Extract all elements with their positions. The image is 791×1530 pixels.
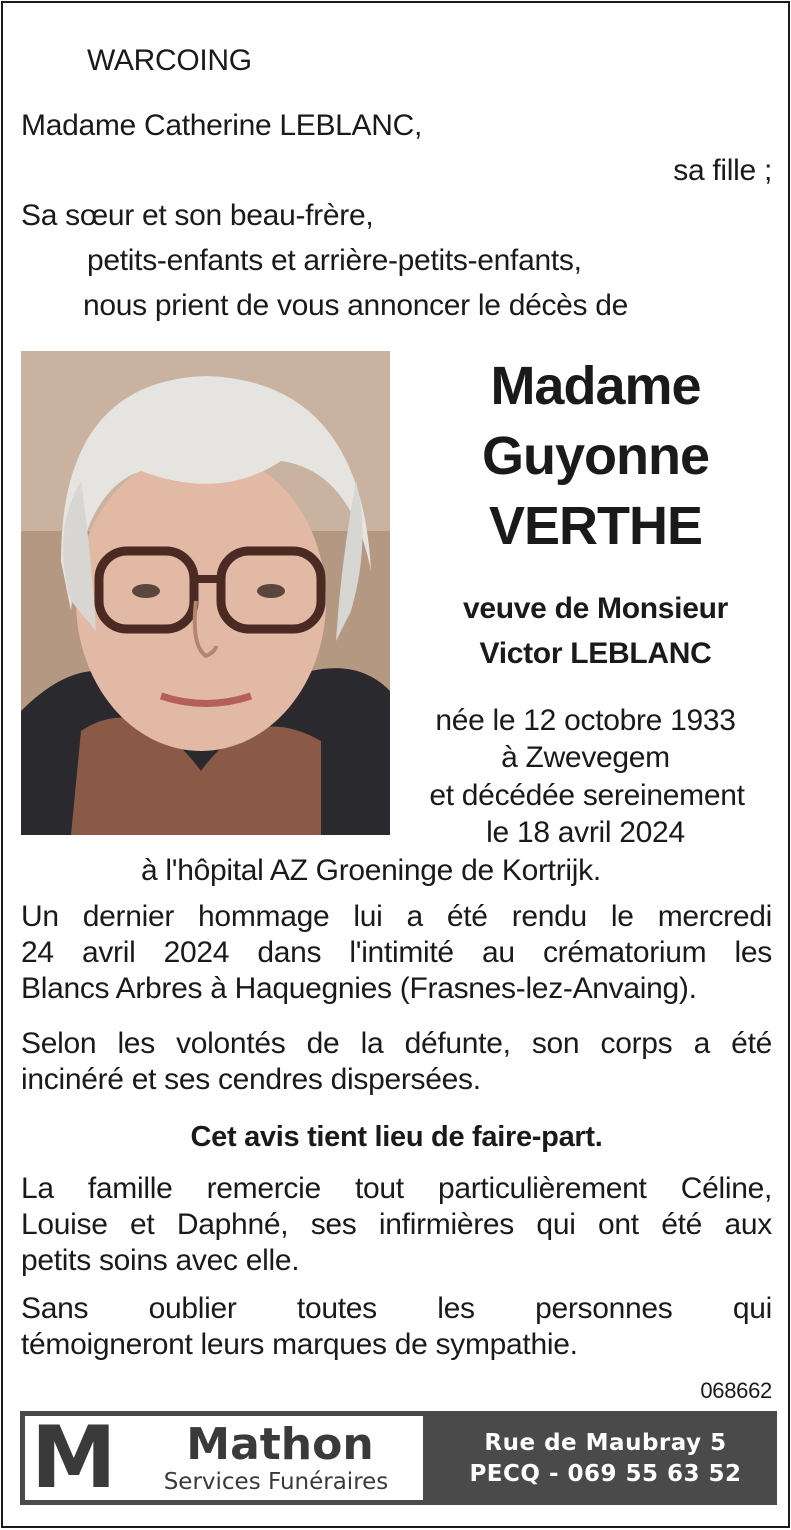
obituary-notice <box>1 1 790 1528</box>
tribute-line-1: Un dernier hommage lui a été rendu le mercredi <box>21 900 772 933</box>
deceased-title: Madame <box>490 356 701 416</box>
thanks-line-2: Louise et Daphné, ses infirmières qui ont été aux <box>21 1208 772 1241</box>
grandchildren-line: petits-enfants et arrière-petits-enfants, <box>87 244 582 277</box>
death-place: à l'hôpital AZ Groeninge de Kortrijk. <box>141 854 601 887</box>
logo-letter: M <box>31 1408 113 1508</box>
thanks-line-1: La famille remercie tout particulièrement Céline, <box>21 1172 772 1205</box>
thanks-line-3: petits soins avec elle. <box>21 1244 300 1277</box>
funeral-home-logo <box>25 1408 423 1508</box>
widow-line-1: veuve de Monsieur <box>463 592 728 625</box>
wishes-line-1: Selon les volontés de la défunte, son corps a été <box>21 1027 772 1060</box>
portrait-photo <box>21 351 390 835</box>
funeral-home-subtitle: Services Funéraires <box>163 1469 389 1495</box>
wishes-line-2: incinéré et ses cendres dispersées. <box>21 1063 481 1096</box>
birth-date: née le 12 octobre 1933 <box>435 704 736 737</box>
sympathy-line-1: Sans oublier toutes les personnes qui <box>21 1292 772 1325</box>
widow-line-2: Victor LEBLANC <box>479 637 712 670</box>
deceased-last-name: VERTHE <box>488 496 703 556</box>
tribute-line-2: 24 avril 2024 dans l'intimité au crématorium les <box>21 936 772 969</box>
daughter-relation: sa fille ; <box>673 154 772 187</box>
sibling-line: Sa sœur et son beau-frère, <box>21 199 374 232</box>
funeral-home-banner <box>20 1408 777 1508</box>
death-line: et décédée sereinement <box>429 779 745 812</box>
daughter-name: Madame Catherine LEBLANC, <box>21 109 423 142</box>
death-date: le 18 avril 2024 <box>486 816 685 849</box>
announcement-line: nous prient de vous annoncer le décès de <box>83 289 629 322</box>
funeral-home-address: Rue de Maubray 5 <box>484 1430 727 1456</box>
funeral-home-phone: PECQ - 069 55 63 52 <box>469 1461 742 1487</box>
sympathy-line-2: témoigneront leurs marques de sympathie. <box>21 1328 578 1361</box>
deceased-first-name: Guyonne <box>481 426 709 486</box>
reference-number: 068662 <box>700 1378 772 1403</box>
funeral-home-name: Mathon <box>186 1419 374 1470</box>
tribute-line-3: Blancs Arbres à Haquegnies (Frasnes-lez-Anvaing). <box>21 972 697 1005</box>
town-name: WARCOING <box>87 44 252 77</box>
notice-line: Cet avis tient lieu de faire-part. <box>190 1121 603 1153</box>
birth-place: à Zwevegem <box>501 741 670 774</box>
